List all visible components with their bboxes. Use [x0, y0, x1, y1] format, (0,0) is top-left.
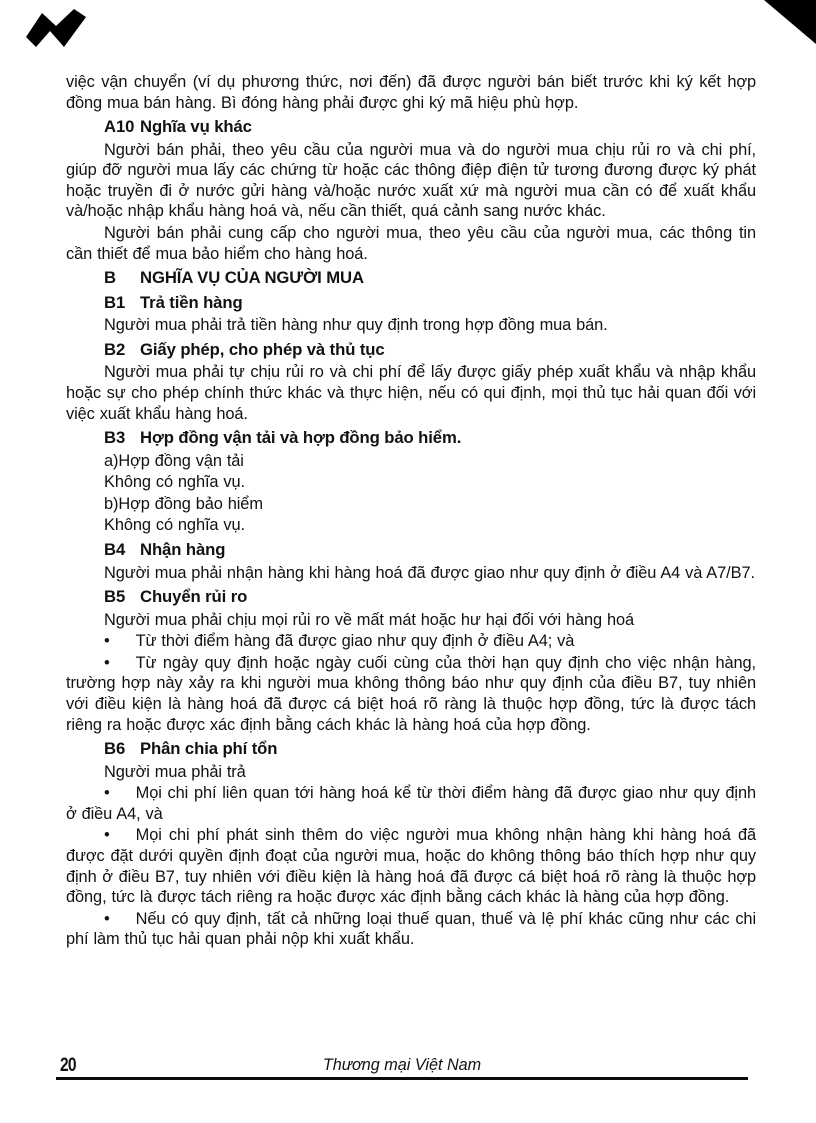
bullet-item [66, 783, 756, 824]
page-number: 20 [60, 1055, 76, 1076]
paragraph: Người mua phải chịu mọi rủi ro về mất mát hoặc hư hại đối với hàng hoá [104, 610, 635, 629]
intro-line: Người mua phải trả [104, 762, 246, 781]
bullet-marker: • [104, 826, 110, 845]
paragraph: Người mua phải trả tiền hàng như quy định trong hợp đồng mua bán. [104, 316, 608, 335]
bullet-item [66, 825, 756, 907]
section-title: Nghĩa vụ khác [140, 117, 252, 137]
bullet-item [66, 631, 756, 652]
section-number: B2 [104, 339, 126, 359]
paragraph: Người mua phải tự chịu rủi ro và chi phí để lấy được giấy phép xuất khẩu và nhập khẩu hoặc sự cho phép chính thức khác và thực hiện, nếu có qui định, mọi thủ tục hải quan đối với việc xuất khẩu hàng hoá. [66, 363, 756, 423]
section-heading-b1 [66, 292, 756, 314]
footer-title: Thương mại Việt Nam [322, 1056, 482, 1074]
bullet-marker: • [104, 632, 110, 651]
section-heading-b3 [66, 427, 756, 449]
bullet-item [66, 909, 756, 950]
page-footer [56, 1052, 748, 1080]
no-obligation-line: Không có nghĩa vụ. [104, 473, 245, 492]
sub-item-a: a)Hợp đồng vận tải [104, 451, 244, 470]
section-number: B [104, 268, 116, 288]
section-heading-b6 [66, 738, 756, 760]
section-title: Nhận hàng [140, 540, 226, 559]
section-heading-b2 [66, 339, 756, 361]
bullet-marker: • [104, 653, 110, 672]
bullet-text: Từ ngày quy định hoặc ngày cuối cùng của thời hạn quy định cho việc nhận hàng, trường hợp này xảy ra khi người mua không thông báo như quy định của điều B7, tuy nhiên với điều kiện là hàng hoá đã được cá biệt hoá rõ ràng là thuộc hợp đồng, tức là được tách riêng ra hoặc được xác định bằng cách khác là hàng hoá của hợp đồng. [66, 653, 756, 734]
section-title: Chuyển rủi ro [140, 587, 248, 607]
paragraph: Người bán phải, theo yêu cầu của người mua và do người mua chịu rủi ro và chi phí, giúp đỡ người mua lấy các chứng từ hoặc các thông điệp điện tử tương đương được ký phát hoặc truyền đi ở nước gửi hàng và/hoặc nước xuất xứ mà người mua cần có để xuất khẩu và/hoặc nhập khẩu hàng hoá và, nếu cần thiết, quá cảnh sang nước khác. [66, 140, 756, 221]
page-body [66, 72, 756, 951]
section-heading-b4 [66, 539, 756, 561]
no-obligation-line: Không có nghĩa vụ. [104, 516, 245, 535]
section-number: B5 [104, 587, 126, 607]
paragraph-continuation: việc vận chuyển (ví dụ phương thức, nơi đến) đã được người bán biết trước khi ký kết hợp đồng mua bán hàng. Bì đóng hàng phải được ghi ký mã hiệu phù hợp. [66, 73, 756, 112]
bullet-marker: • [104, 909, 110, 928]
bullet-text: Nếu có quy định, tất cả những loại thuế quan, thuế và lệ phí khác cũng như các chi phí làm thủ tục hải quan phải nộp khi xuất khẩu. [66, 909, 756, 949]
scan-ink-mark-top-left [26, 9, 88, 49]
section-heading-a10 [66, 116, 756, 138]
bullet-marker: • [104, 784, 110, 803]
section-number: B6 [104, 739, 126, 759]
section-number: B3 [104, 428, 126, 448]
section-title: Phân chia phí tổn [140, 739, 278, 759]
scan-ink-mark-top-right [756, 0, 816, 46]
section-title: Hợp đồng vận tải và hợp đồng bảo hiểm. [140, 428, 462, 448]
section-title: NGHĨA VỤ CỦA NGƯỜI MUA [140, 268, 364, 288]
bullet-item [66, 653, 756, 735]
paragraph: Người bán phải cung cấp cho người mua, theo yêu cầu của người mua, các thông tin cần thiết để mua bảo hiểm cho hàng hoá. [66, 224, 756, 263]
bullet-text: Mọi chi phí liên quan tới hàng hoá kể từ thời điểm hàng đã được giao như quy định ở điều A4, và [66, 784, 756, 823]
section-number: B1 [104, 292, 126, 312]
bullet-text: Từ thời điểm hàng đã được giao như quy định ở điều A4; và [135, 632, 575, 651]
bullet-text: Mọi chi phí phát sinh thêm do việc người mua không nhận hàng khi hàng hoá đã được đặt dưới quyền định đoạt của người mua, hoặc do không thông báo thích hợp như quy định ở điều B7, tuy nhiên với điều kiện là hàng hoá đã được cá biệt hoá rõ ràng là thuộc hợp đồng, tức là được tách riêng ra hoặc được xác định bằng cách khác là hàng của hợp đồng. [66, 826, 756, 907]
section-number: A10 [104, 117, 135, 137]
section-title: Giấy phép, cho phép và thủ tục [140, 339, 385, 359]
section-heading-b [66, 267, 756, 289]
sub-item-b: b)Hợp đồng bảo hiểm [104, 494, 263, 513]
section-heading-b5 [66, 586, 756, 608]
section-title: Trả tiền hàng [140, 292, 243, 312]
paragraph: Người mua phải nhận hàng khi hàng hoá đã được giao như quy định ở điều A4 và A7/B7. [104, 563, 755, 582]
section-number: B4 [104, 540, 126, 559]
